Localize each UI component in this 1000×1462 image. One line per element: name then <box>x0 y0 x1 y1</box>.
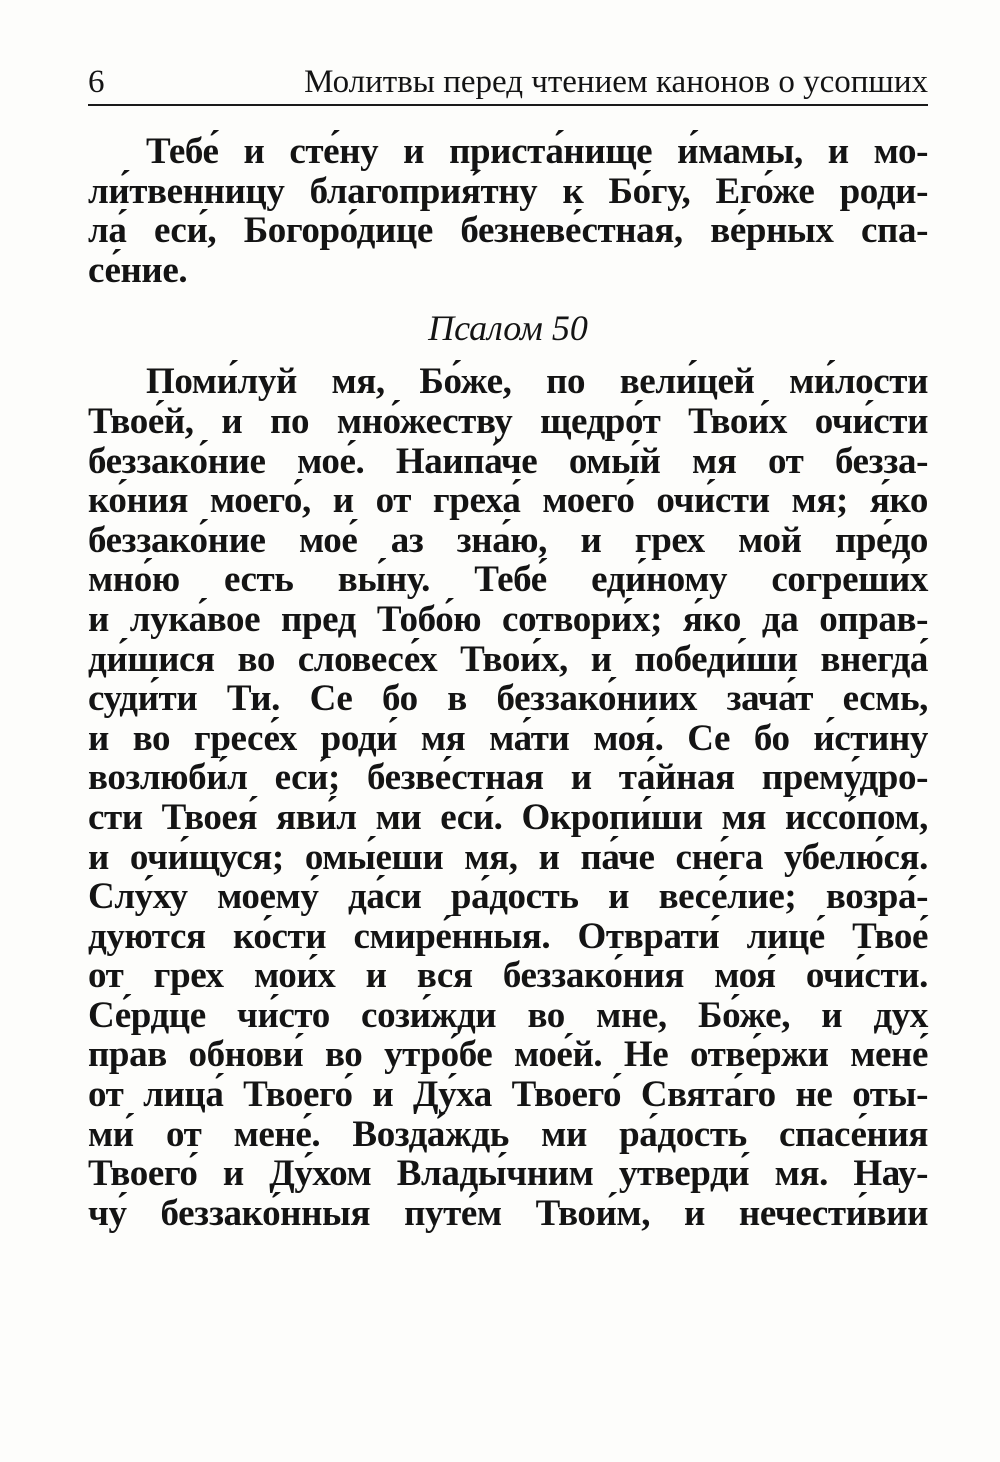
text-line: Твое́й, и по мно́жеству щедро́т Твои́х очи́сти <box>88 400 928 442</box>
text-line: се́ние. <box>88 249 188 291</box>
text-line: суди́ти Ти. Се бо в беззако́ниих зача́т есмь, <box>88 678 928 720</box>
running-header <box>88 60 928 106</box>
text-line: Слу́ху моему́ да́си ра́дость и весе́лие; возра́- <box>88 876 928 918</box>
text-line: возлюби́л еси́; безве́стная и та́йная прему́дро- <box>88 757 928 799</box>
page-number: 6 <box>88 64 105 100</box>
text-line: ла́ еси́, Богоро́дице безневе́стная, ве́рных спа- <box>88 210 928 252</box>
text-line: ди́шися во словесе́х Твои́х, и победи́ши внегда́ <box>88 638 928 680</box>
text-line: чу́ беззако́нныя путе́м Твои́м, и нечести́вии <box>88 1192 928 1234</box>
text-line: сти Твоея́ яви́л ми еси́. Окропи́ши мя иссо́пом, <box>88 796 928 838</box>
text-block <box>88 132 928 1233</box>
text-line: беззако́ние мое́ аз зна́ю, и грех мой пре́до <box>88 519 928 561</box>
psalm-title: Псалом 50 <box>428 308 588 349</box>
text-line: Поми́луй мя, Бо́же, по вели́цей ми́лости <box>146 361 928 403</box>
text-line: и во гресе́х роди́ мя ма́ти моя́. Се бо и́стину <box>88 717 928 759</box>
text-line: Твоего́ и Ду́хом Влады́чним утверди́ мя. Нау- <box>88 1153 928 1195</box>
text-line: ли́твенницу благоприя́тну к Бо́гу, Его́же роди- <box>88 170 928 212</box>
text-line: беззако́ние мое́. Наипа́че омы́й мя от безза- <box>88 440 928 482</box>
prayer-paragraph <box>88 132 928 290</box>
text-line: Тебе́ и сте́ну и приста́нище и́мамы, и мо- <box>146 131 928 172</box>
text-line: ми́ от мене́. Возда́ждь ми ра́дость спасе́ния <box>88 1113 928 1155</box>
text-line: ко́ния моего́, и от греха́ моего́ очи́сти мя; я́ко <box>88 480 928 522</box>
text-line: и очи́щуся; омы́еши мя, и па́че сне́га убелю́ся. <box>88 836 928 878</box>
psalm-paragraph <box>88 362 928 1233</box>
text-line: Се́рдце чи́сто сози́жди во мне, Бо́же, и дух <box>88 994 928 1036</box>
running-header-title: Молитвы перед чтением канонов о усопших <box>304 64 928 100</box>
text-line: дуются ко́сти смире́нныя. Отврати́ лице́ Твое́ <box>88 915 928 957</box>
text-line: мно́ю есть вы́ну. Тебе́ еди́ному согреши́х <box>88 559 928 601</box>
text-line: от лица́ Твоего́ и Ду́ха Твоего́ Свята́го не оты- <box>88 1074 928 1116</box>
text-line: прав обнови́ во утро́бе мое́й. Не отве́ржи мене́ <box>88 1034 928 1076</box>
text-line: от грех мои́х и вся беззако́ния моя́ очи́сти. <box>88 955 928 997</box>
text-line: и лука́вое пред Тобо́ю сотвори́х; я́ко да оправ- <box>88 598 928 640</box>
